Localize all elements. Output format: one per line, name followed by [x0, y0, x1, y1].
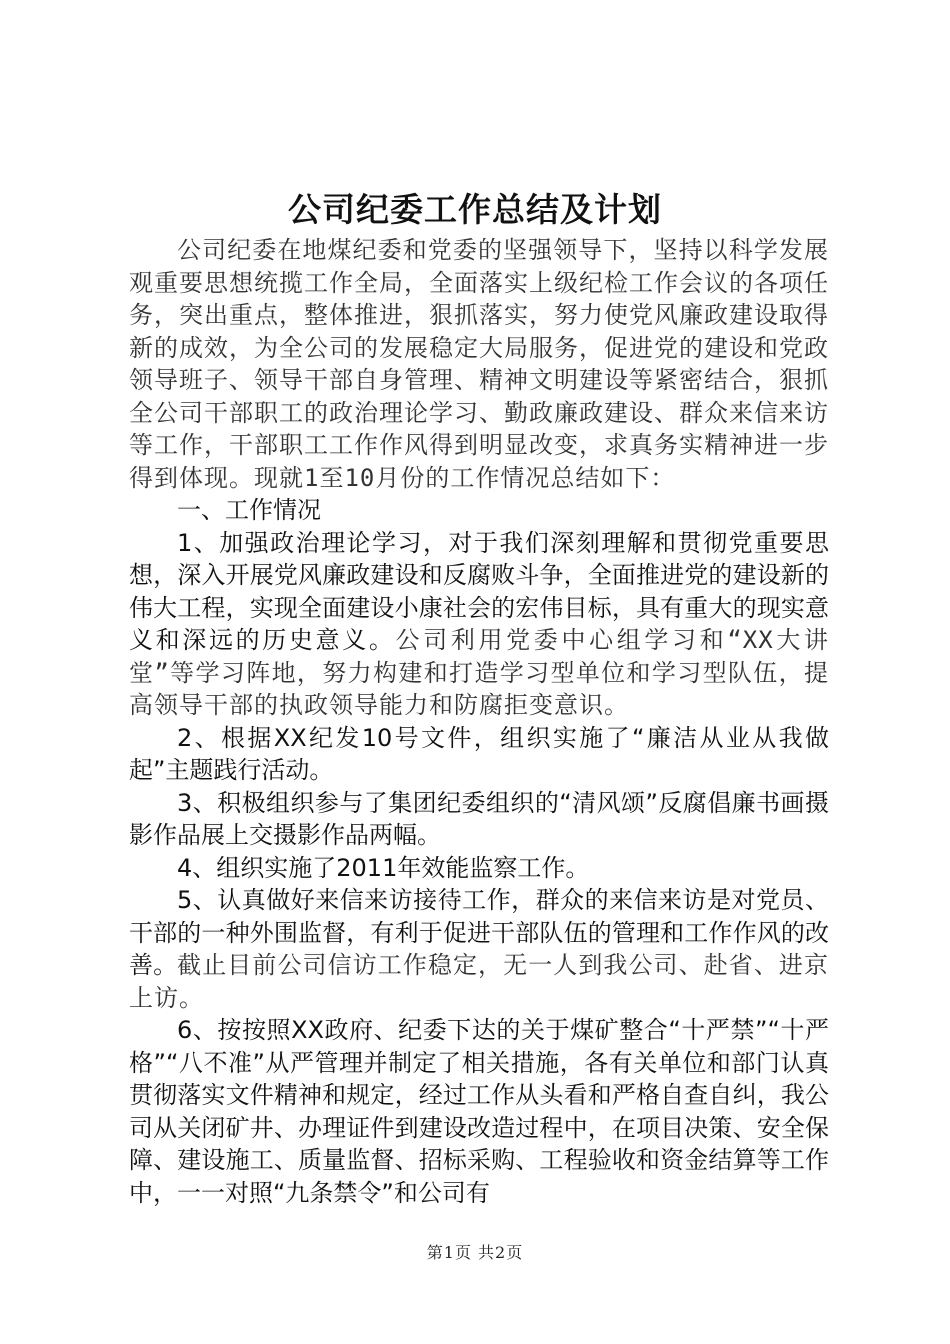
- item-5-paragraph: [129, 884, 829, 1014]
- section-heading: 一、工作情况: [177, 496, 321, 524]
- item-5-detail-text: 截止目前公司信访工作稳定，无一人到我公司、赴省、进京上访。: [129, 951, 830, 1012]
- document-title: 公司纪委工作总结及计划: [288, 190, 662, 229]
- item-3-paragraph: 3、积极组织参与了集团纪委组织的“清风颂”反腐倡廉书画摄影作品展上交摄影作品两幅。: [129, 788, 829, 849]
- item-1-main-text: 1、加强政治理论学习，对于我们深刻理解和贯彻党重要思想，深入开展党风廉政建设和反腐败斗争，全面推进党的建设新的伟大工程，实现全面建设小康社会的宏伟目标，具有重大的现实意义和深远的历史意义。: [129, 528, 829, 654]
- item-1-detail-text: 公司利用党委中心组学习和“XX大讲堂”等学习阵地，努力构建和打造学习型单位和学习型队伍，提高领导干部的执政领导能力和防腐拒变意识。: [129, 626, 830, 719]
- document-body: [129, 234, 829, 1209]
- item-5-main-text: 5、认真做好来信来访接待工作，群众的来信来访是对党员、干部的一种外围监督，有利于促进干部队伍的管理和工作作风的改善。: [129, 886, 829, 979]
- intro-paragraph: 公司纪委在地煤纪委和党委的坚强领导下，坚持以科学发展观重要思想统揽工作全局，全面落实上级纪检工作会议的各项任务，突出重点，整体推进，狠抓落实，努力使党风廉政建设取得新的成效，为全公司的发展稳定大局服务，促进党的建设和党政领导班子、领导干部自身管理、精神文明建设等紧密结合，狠抓全公司干部职工的政治理论学习、勤政廉政建设、群众来信来访等工作，干部职工工作作风得到明显改变，求真务实精神进一步得到体现。现就1至10月份的工作情况总结如下：: [129, 236, 829, 492]
- item-6-paragraph: 6、按按照XX政府、纪委下达的关于煤矿整合“十严禁”“十严格”“八不准”从严管理并制定了相关措施，各有关单位和部门认真贯彻落实文件精神和规定，经过工作从头看和严格自查自纠，我公司从关闭矿井、办理证件到建设改造过程中，在项目决策、安全保障、建设施工、质量监督、招标采购、工程验收和资金结算等工作中，一一对照“九条禁令”和公司有: [129, 1016, 829, 1207]
- item-2-paragraph: 2、根据XX纪发10号文件，组织实施了“廉洁从业从我做起”主题践行活动。: [129, 723, 829, 784]
- page-footer: 第1页 共2页: [426, 1243, 524, 1262]
- item-4-paragraph: 4、组织实施了2011年效能监察工作。: [177, 853, 590, 882]
- item-1-paragraph: [129, 527, 829, 722]
